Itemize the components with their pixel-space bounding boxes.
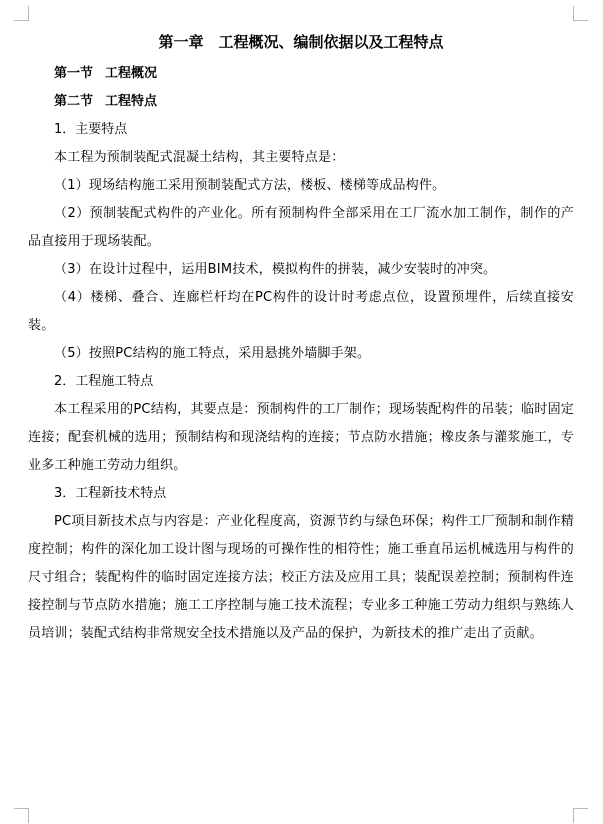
paragraph: 本工程采用的PC结构，其要点是：预制构件的工厂制作；现场装配构件的吊装；临时固定连接；配套机械的选用；预制结构和现浇结构的连接；节点防水措施；橡皮条与灌浆施工，专业多工种施工劳动力组织。	[28, 402, 574, 473]
page-corner-mark	[14, 6, 29, 21]
page-corner-mark	[573, 6, 588, 21]
document-body[interactable]	[28, 30, 574, 648]
chapter-title: 第一章 工程概况、编制依据以及工程特点	[158, 33, 444, 51]
paragraph: PC项目新技术点与内容是：产业化程度高，资源节约与绿色环保；构件工厂预制和制作精度控制；构件的深化加工设计图与现场的可操作性的相符性；施工垂直吊运机械选用与构件的尺寸组合；装配构件的临时固定连接方法；校正方法及应用工具；装配误差控制；预制构件连接控制与节点防水措施；施工工序控制与施工技术流程；专业多工种施工劳动力组织与熟练人员培训；装配式结构非常规安全技术措施以及产品的保护，为新技术的推广走出了贡献。	[28, 514, 574, 641]
paragraph: 本工程为预制装配式混凝土结构，其主要特点是：	[54, 150, 345, 165]
item-heading: 1．主要特点	[54, 122, 128, 137]
paragraph: （2）预制装配式构件的产业化。所有预制构件全部采用在工厂流水加工制作，制作的产品直接用于现场装配。	[28, 206, 574, 249]
section-number: 第二节	[54, 94, 94, 109]
paragraph: （3）在设计过程中，运用BIM技术，模拟构件的拼装，减少安装时的冲突。	[54, 262, 497, 277]
section-heading	[28, 88, 574, 116]
page-corner-mark	[14, 808, 29, 823]
page-corner-mark	[573, 808, 588, 823]
section-title-text: 工程概况	[105, 66, 158, 81]
section-heading	[28, 60, 574, 88]
item-heading: 3．工程新技术特点	[54, 486, 167, 501]
section-title-text: 工程特点	[105, 94, 158, 109]
paragraph: （1）现场结构施工采用预制装配式方法，楼板、楼梯等成品构件。	[54, 178, 446, 193]
paragraph: （4）楼梯、叠合、连廊栏杆均在PC构件的设计时考虑点位，设置预埋件，后续直接安装。	[28, 290, 574, 333]
section-number: 第一节	[54, 66, 94, 81]
item-heading: 2．工程施工特点	[54, 374, 154, 389]
paragraph: （5）按照PC结构的施工特点，采用悬挑外墙脚手架。	[54, 346, 371, 361]
